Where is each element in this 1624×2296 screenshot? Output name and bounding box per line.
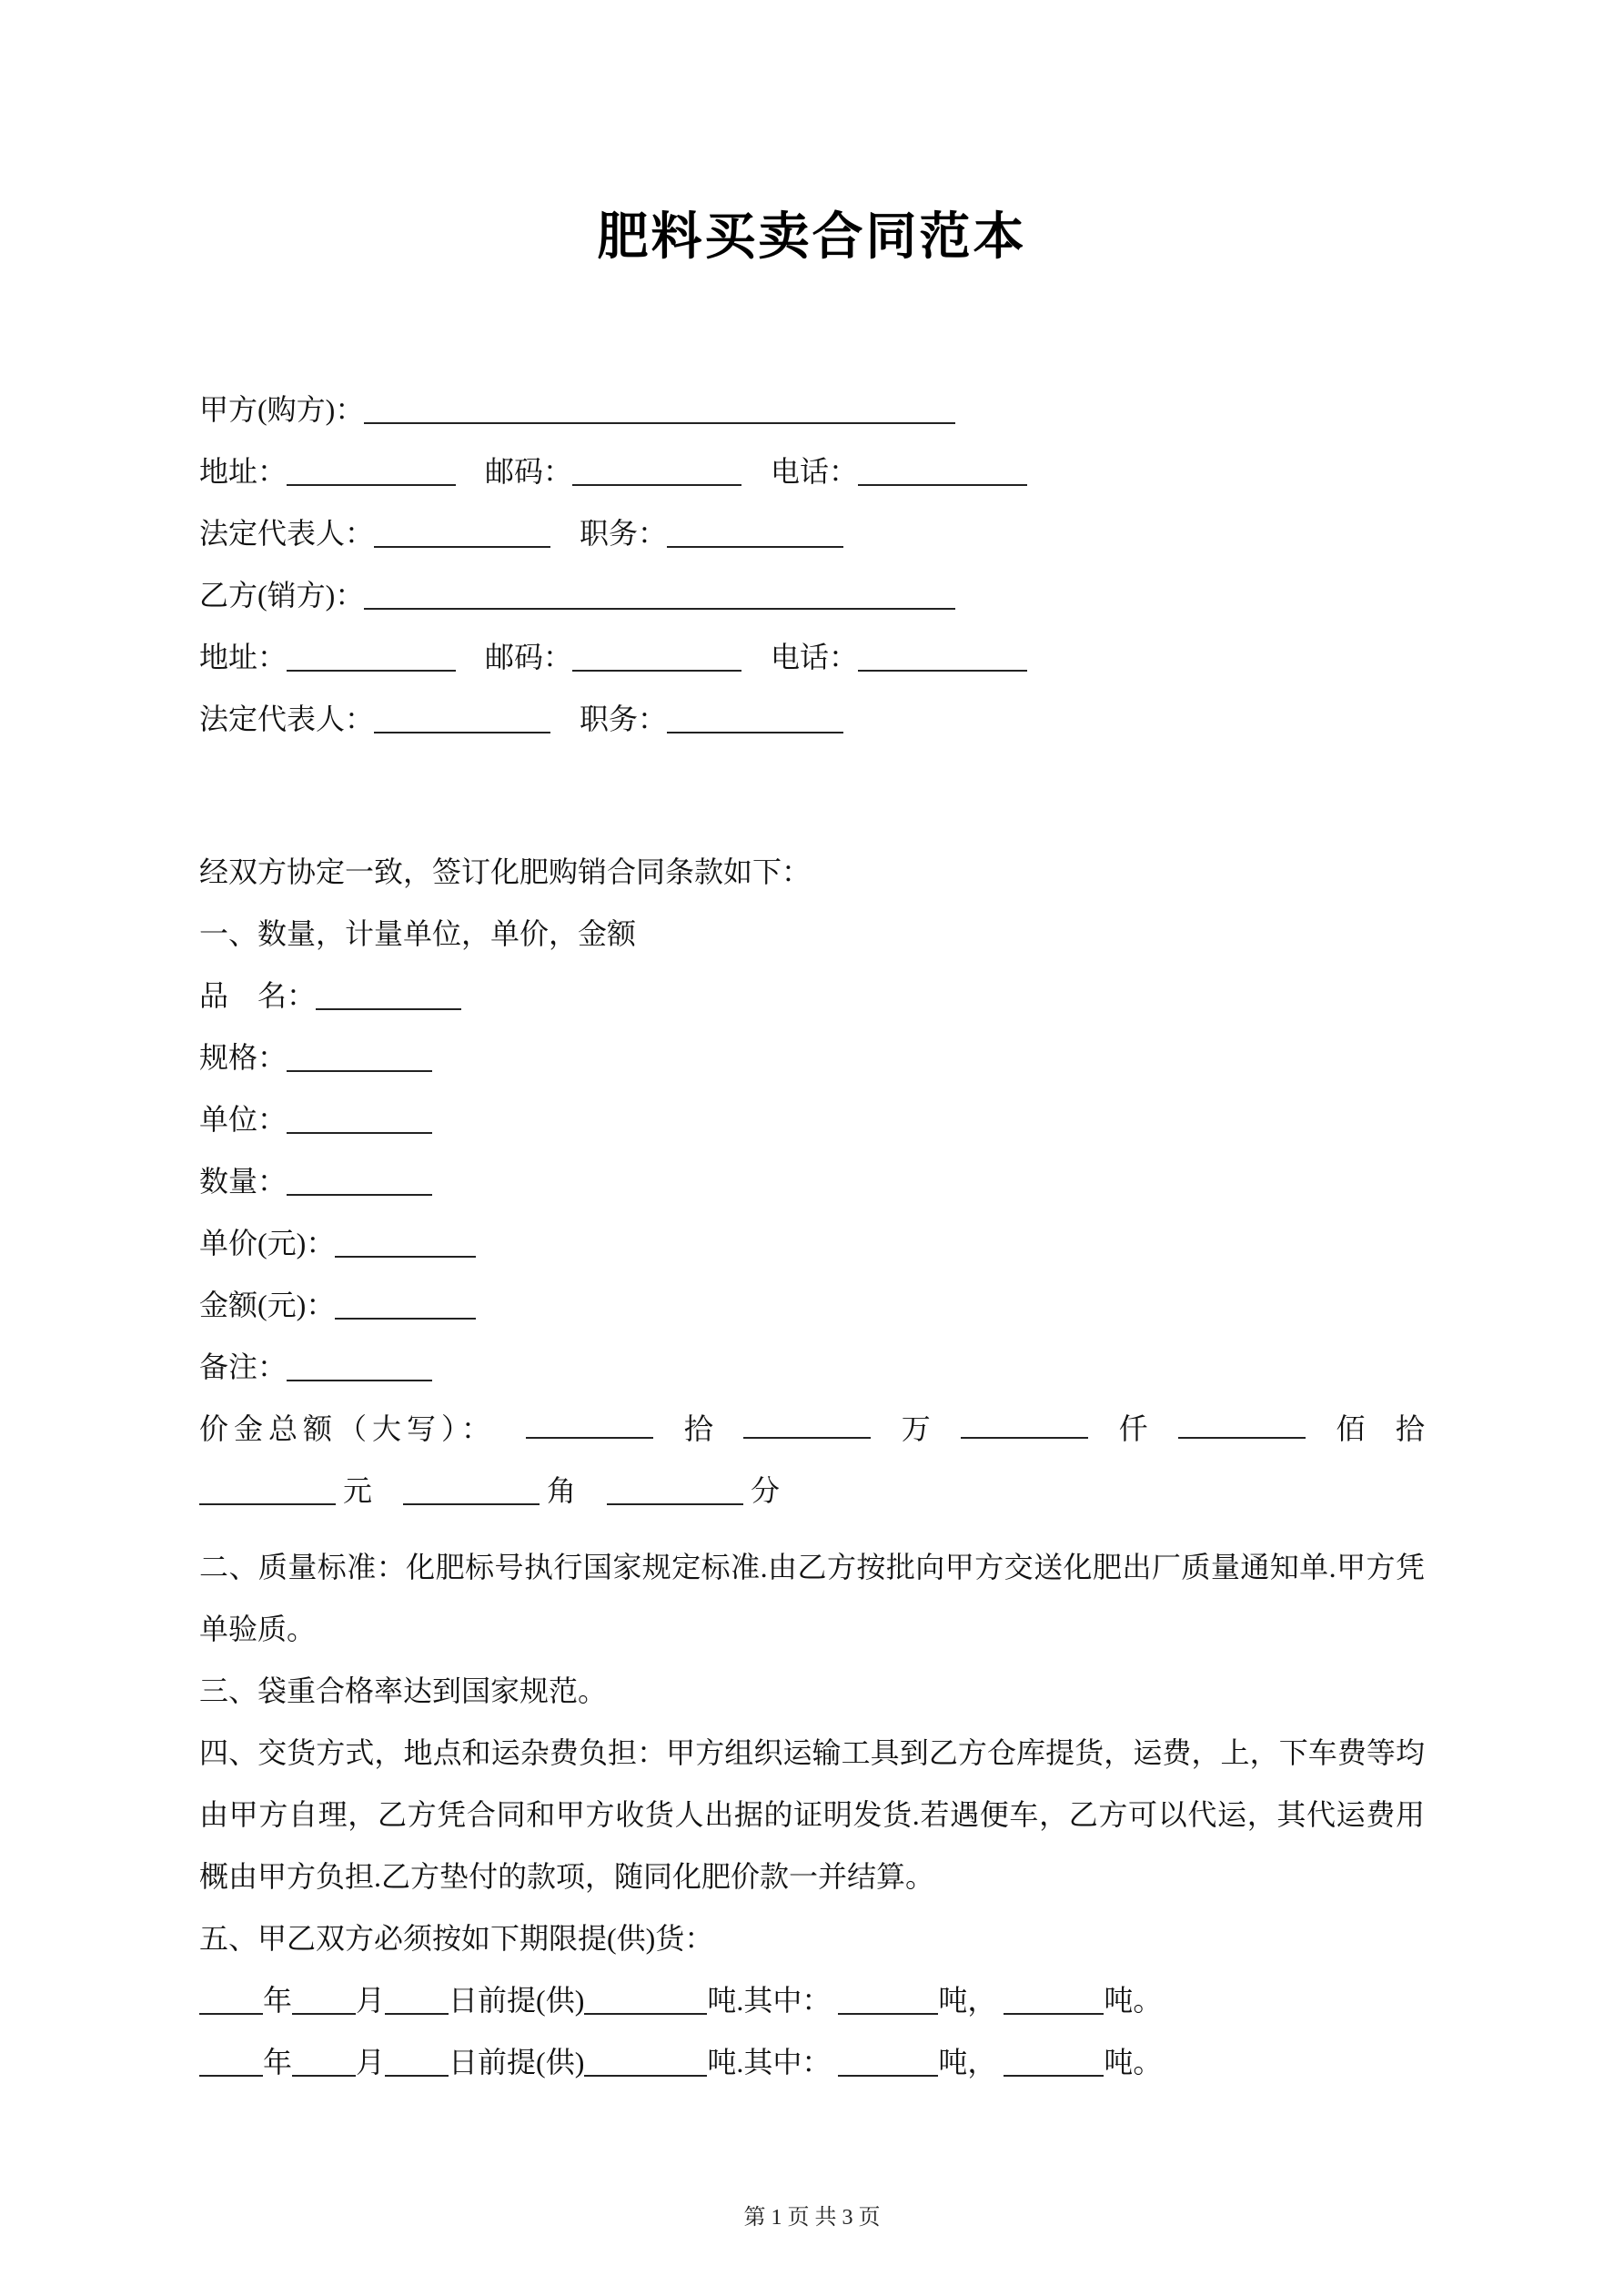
unit-bai: 佰: [1336, 1411, 1366, 1445]
party-b-contact-line: [199, 626, 1425, 688]
day-blank: [385, 1988, 449, 2015]
subtons-blank: [1004, 1988, 1104, 2015]
field-label: 备注：: [199, 1350, 287, 1383]
grand-total-line-2: [199, 1460, 1425, 1522]
section-3-paragraph: 三、袋重合格率达到国家规范。: [199, 1674, 608, 1707]
day-label: 日前提(供): [449, 1983, 585, 2017]
zip-label: 邮码：: [485, 640, 573, 673]
field-blank: [287, 1107, 432, 1134]
unit-shi-wan: 拾: [683, 1411, 713, 1445]
address-blank: [287, 459, 456, 486]
zip-blank: [572, 644, 741, 672]
phone-blank: [858, 459, 1027, 486]
job-label: 职务：: [580, 516, 668, 550]
total-blank: [961, 1411, 1088, 1439]
subtons-blank: [1004, 2049, 1104, 2077]
year-blank: [199, 1988, 263, 2015]
tons-label: 吨.其中：: [707, 2045, 832, 2079]
day-label: 日前提(供): [449, 2045, 585, 2079]
month-label: 月: [356, 2045, 386, 2079]
year-blank: [199, 2049, 263, 2077]
address-blank: [287, 644, 456, 672]
job-label: 职务：: [580, 702, 668, 735]
field-line-spec: [199, 1027, 1425, 1088]
month-blank: [292, 1988, 356, 2015]
rep-blank: [374, 521, 550, 548]
delivery-schedule-line-1: [199, 1969, 1425, 2031]
field-blank: [287, 1354, 432, 1381]
party-a-contact-line: [199, 440, 1425, 502]
total-blank: [199, 1478, 336, 1505]
section-4-paragraph: 四、交货方式，地点和运杂费负担：甲方组织运输工具到乙方仓库提货，运费，上，下车费等均由甲方自理，乙方凭合同和甲方收货人出据的证明发货.若遇便车，乙方可以代运，其代运费用概由甲方负担.乙方垫付的款项，随同化肥价款一并结算。: [199, 1735, 1425, 1893]
total-blank: [743, 1411, 871, 1439]
subtons-label: 吨，: [938, 2045, 997, 2079]
subtons-blank: [838, 1988, 938, 2015]
address-label: 地址：: [199, 454, 287, 488]
phone-label: 电话：: [771, 454, 859, 488]
field-blank: [335, 1230, 476, 1258]
job-blank: [667, 706, 843, 733]
subtons-label: 吨，: [938, 1983, 997, 2017]
year-label: 年: [263, 1983, 293, 2017]
grand-total-line-1: [199, 1398, 1425, 1460]
field-label: 单价(元)：: [199, 1226, 336, 1259]
subtons-blank: [838, 2049, 938, 2077]
unit-qian: 仟: [1118, 1411, 1148, 1445]
party-a-rep-line: [199, 502, 1425, 564]
tons-blank: [584, 2049, 707, 2077]
intro-sentence: 经双方协定一致，签订化肥购销合同条款如下：: [199, 855, 812, 888]
unit-fen: 分: [751, 1473, 781, 1507]
address-label: 地址：: [199, 640, 287, 673]
section-2-paragraph: 二、质量标准：化肥标号执行国家规定标准.由乙方按批向甲方交送化肥出厂质量通知单.甲方凭单验质。: [199, 1550, 1425, 1645]
field-label: 品 名：: [199, 978, 317, 1012]
field-label: 单位：: [199, 1102, 287, 1136]
subtons-label: 吨。: [1104, 2045, 1163, 2079]
total-blank: [526, 1411, 653, 1439]
field-label: 数量：: [199, 1164, 287, 1198]
field-line-unit: [199, 1088, 1425, 1150]
unit-jiao: 角: [547, 1473, 577, 1507]
field-line-remark: [199, 1336, 1425, 1398]
phone-label: 电话：: [771, 640, 859, 673]
total-blank: [403, 1478, 540, 1505]
section-1-heading: 一、数量，计量单位，单价，金额: [199, 916, 637, 950]
party-b-label: 乙方(销方)：: [199, 578, 365, 612]
party-a-name-line: [199, 379, 1425, 440]
field-blank: [335, 1292, 476, 1320]
field-blank: [316, 983, 461, 1010]
tons-blank: [584, 1988, 707, 2015]
year-label: 年: [263, 2045, 293, 2079]
total-blank: [607, 1478, 743, 1505]
delivery-schedule-line-2: [199, 2031, 1425, 2093]
tons-label: 吨.其中：: [707, 1983, 832, 2017]
field-line-amount: [199, 1274, 1425, 1336]
rep-blank: [374, 706, 550, 733]
month-blank: [292, 2049, 356, 2077]
field-line-quantity: [199, 1150, 1425, 1212]
field-label: 金额(元)：: [199, 1288, 336, 1321]
unit-shi: 拾: [1395, 1411, 1425, 1445]
grand-total-label: 价金总额（大写）：: [199, 1411, 497, 1445]
party-b-rep-line: [199, 688, 1425, 750]
total-blank: [1178, 1411, 1306, 1439]
field-line-unit-price: [199, 1212, 1425, 1274]
month-label: 月: [356, 1983, 386, 2017]
zip-blank: [572, 459, 741, 486]
subtons-label: 吨。: [1104, 1983, 1163, 2017]
day-blank: [385, 2049, 449, 2077]
unit-yuan: 元: [343, 1473, 373, 1507]
unit-wan: 万: [901, 1411, 931, 1445]
field-blank: [287, 1045, 432, 1072]
party-b-name-line: [199, 564, 1425, 626]
zip-label: 邮码：: [485, 454, 573, 488]
page-title: 肥料买卖合同范本: [597, 209, 1027, 266]
rep-label: 法定代表人：: [199, 702, 375, 735]
party-a-name-blank: [364, 397, 955, 424]
phone-blank: [858, 644, 1027, 672]
field-blank: [287, 1168, 432, 1196]
rep-label: 法定代表人：: [199, 516, 375, 550]
field-line-name: [199, 965, 1425, 1027]
page-number-footer: 第 1 页 共 3 页: [743, 2206, 881, 2230]
field-label: 规格：: [199, 1040, 287, 1074]
section-5-heading: 五、甲乙双方必须按如下期限提(供)货：: [199, 1921, 714, 1955]
party-b-name-blank: [364, 582, 955, 610]
job-blank: [667, 521, 843, 548]
party-a-label: 甲方(购方)：: [199, 392, 365, 426]
